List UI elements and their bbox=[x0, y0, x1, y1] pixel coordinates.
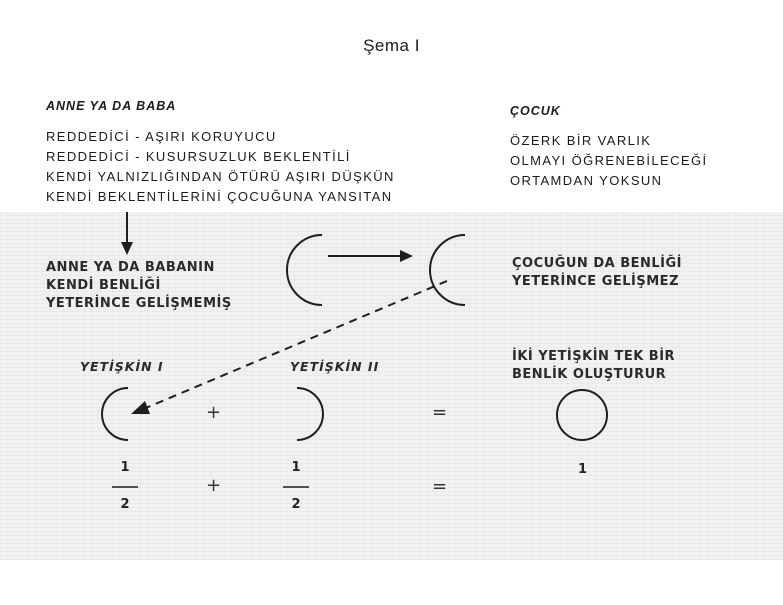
diagram-title: Şema I bbox=[363, 36, 420, 55]
child-trait: ORTAMDAN YOKSUN bbox=[510, 173, 663, 188]
fraction-denominator: 2 bbox=[291, 497, 301, 512]
parent-heading: ANNE YA DA BABA bbox=[46, 99, 177, 113]
fraction-numerator: 1 bbox=[120, 460, 130, 475]
parent-trait: REDDEDİCİ - AŞIRI KORUYUCU bbox=[46, 129, 277, 144]
adult-2-arc bbox=[297, 388, 323, 440]
child-heading: ÇOCUK bbox=[510, 104, 561, 118]
plus-sign: + bbox=[206, 402, 222, 423]
parent-result-line: YETERİNCE GELİŞMEMİŞ bbox=[46, 296, 232, 311]
parent-trait: KENDİ BEKLENTİLERİNİ ÇOCUĞUNA YANSITAN bbox=[46, 189, 393, 204]
plus-sign: + bbox=[206, 475, 222, 496]
parent-trait: KENDİ YALNIZLIĞINDAN ÖTÜRÜ AŞIRI DÜŞKÜN bbox=[46, 169, 395, 184]
child-result-line: YETERİNCE GELİŞMEZ bbox=[512, 274, 679, 289]
parent-result-line: ANNE YA DA BABANIN bbox=[46, 260, 215, 275]
parent-self-arc bbox=[287, 235, 322, 305]
equals-sign: = bbox=[432, 402, 448, 423]
whole-value: 1 bbox=[578, 462, 588, 477]
dashed-arrow-head bbox=[131, 401, 150, 414]
adults-result-line: İKİ YETİŞKİN TEK BİR bbox=[512, 349, 676, 364]
whole-self-circle bbox=[557, 390, 607, 440]
parent-to-child-arrow-head bbox=[400, 250, 413, 262]
adult-1-arc bbox=[102, 388, 128, 440]
parent-result-line: KENDİ BENLİĞİ bbox=[46, 278, 161, 293]
parent-trait: REDDEDİCİ - KUSURSUZLUK BEKLENTİLİ bbox=[46, 149, 351, 164]
dashed-arrow bbox=[141, 281, 447, 410]
fraction-numerator: 1 bbox=[291, 460, 301, 475]
child-self-arc bbox=[430, 235, 465, 305]
down-arrow-head bbox=[121, 242, 133, 255]
adult-2-label: YETİŞKİN II bbox=[290, 359, 380, 374]
equals-sign: = bbox=[432, 476, 448, 497]
adults-result-line: BENLİK OLUŞTURUR bbox=[512, 367, 667, 382]
child-result-line: ÇOCUĞUN DA BENLİĞİ bbox=[512, 256, 682, 271]
fraction-denominator: 2 bbox=[120, 497, 130, 512]
adult-1-label: YETİŞKİN I bbox=[80, 359, 164, 374]
child-trait: OLMAYI ÖĞRENEBİLECEĞİ bbox=[510, 153, 708, 168]
child-trait: ÖZERK BİR VARLIK bbox=[510, 133, 652, 148]
